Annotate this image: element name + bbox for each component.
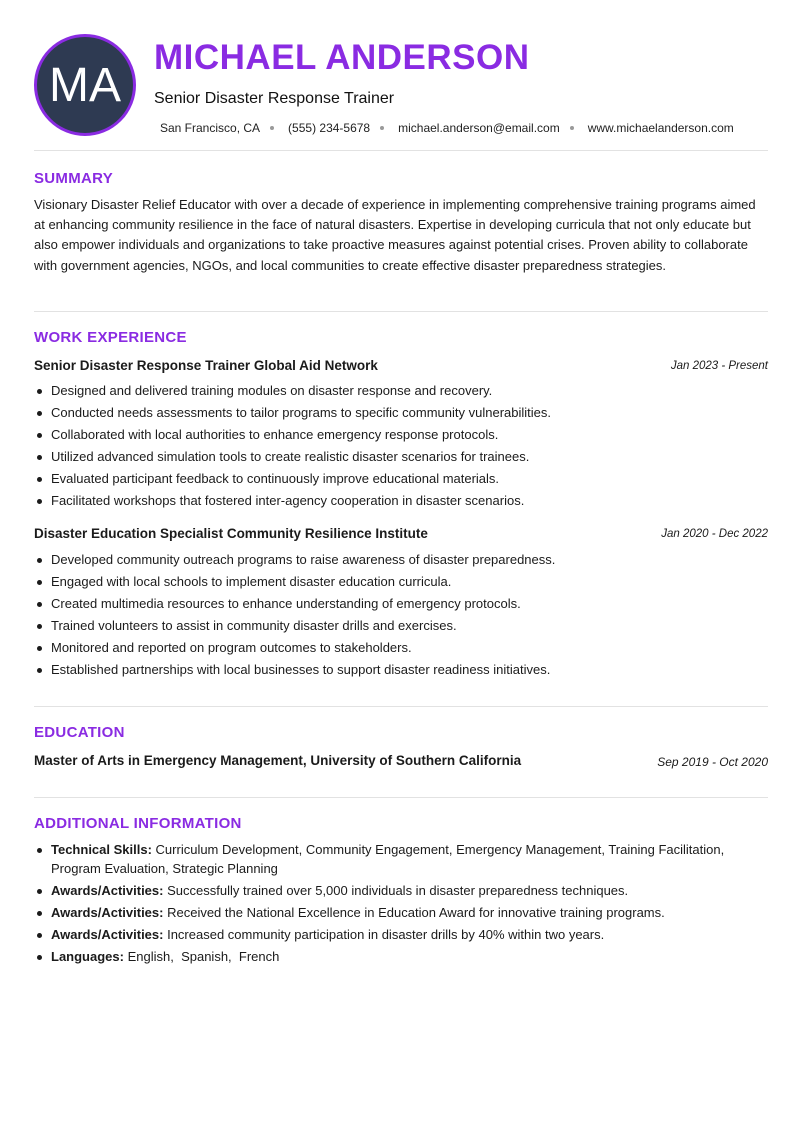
list-item xyxy=(34,926,768,945)
list-item: Conducted needs assessments to tailor programs to specific community vulnerabilities. xyxy=(34,402,768,424)
resume-header xyxy=(34,34,768,150)
contact-line xyxy=(160,121,734,135)
divider xyxy=(34,797,768,798)
list-item: Trained volunteers to assist in community disaster drills and exercises. xyxy=(34,615,768,637)
list-item xyxy=(34,882,768,901)
item-label: Awards/Activities: xyxy=(51,926,164,942)
education-degree: Master of Arts in Emergency Management, University of Southern California xyxy=(34,753,522,768)
additional-information-heading: ADDITIONAL INFORMATION xyxy=(34,815,242,832)
work-experience-heading: WORK EXPERIENCE xyxy=(34,329,187,346)
item-text: Received the National Excellence in Education Award for innovative training programs. xyxy=(167,904,665,920)
list-item: Utilized advanced simulation tools to create realistic disaster scenarios for trainees. xyxy=(34,446,768,468)
item-label: Awards/Activities: xyxy=(51,882,164,898)
separator-dot-icon xyxy=(270,126,274,130)
list-item: Facilitated workshops that fostered inter-agency cooperation in disaster scenarios. xyxy=(34,490,768,512)
education-date: Sep 2019 - Oct 2020 xyxy=(657,755,768,769)
item-label: Technical Skills: xyxy=(51,842,152,857)
list-item: Created multimedia resources to enhance understanding of emergency protocols. xyxy=(34,593,768,615)
candidate-title: Senior Disaster Response Trainer xyxy=(154,90,395,107)
summary-text: Visionary Disaster Relief Educator with over a decade of experience in implementing comprehensive training programs aimed at enhancing community resilience in the face of natural disasters. Expertise in developing curricula that not only educate but also empower individuals and organizations to take proactive measures against potential crises. Proven ability to collaborate with government agencies, NGOs, and local communities to create effective disaster preparedness strategies. xyxy=(34,197,756,273)
job-bullets xyxy=(34,380,768,512)
job-role: Disaster Education Specialist Community Resilience Institute xyxy=(34,526,428,541)
summary-heading: SUMMARY xyxy=(34,170,114,187)
separator-dot-icon xyxy=(570,126,574,130)
item-text: English, Spanish, French xyxy=(127,948,280,964)
divider xyxy=(34,311,768,312)
list-item: Collaborated with local authorities to enhance emergency response protocols. xyxy=(34,424,768,446)
job-bullets xyxy=(34,549,768,681)
contact-location: San Francisco, CA xyxy=(160,121,261,135)
item-label: Awards/Activities: xyxy=(51,904,164,920)
education-heading: EDUCATION xyxy=(34,724,125,741)
list-item: Monitored and reported on program outcomes to stakeholders. xyxy=(34,637,768,659)
list-item: Developed community outreach programs to raise awareness of disaster preparedness. xyxy=(34,549,768,571)
job-date: Jan 2020 - Dec 2022 xyxy=(661,528,768,540)
avatar: MA xyxy=(34,34,136,136)
divider xyxy=(34,706,768,707)
item-text: Curriculum Development, Community Engagement, Emergency Management, Training Facilitation, Program Evaluation, Strategic Planning xyxy=(51,842,725,876)
job-date: Jan 2023 - Present xyxy=(670,360,768,372)
divider xyxy=(34,150,768,151)
item-text: Successfully trained over 5,000 individuals in disaster preparedness techniques. xyxy=(167,882,629,898)
separator-dot-icon xyxy=(380,126,384,130)
list-item: Established partnerships with local businesses to support disaster readiness initiatives. xyxy=(34,659,768,681)
item-label: Languages: xyxy=(51,948,124,964)
candidate-name: MICHAEL ANDERSON xyxy=(154,38,530,77)
contact-phone[interactable]: (555) 234-5678 xyxy=(288,121,371,135)
list-item xyxy=(34,948,768,967)
list-item xyxy=(34,904,768,923)
contact-website[interactable]: www.michaelanderson.com xyxy=(587,121,734,135)
list-item: Designed and delivered training modules on disaster response and recovery. xyxy=(34,380,768,402)
education-entry xyxy=(34,753,768,775)
additional-info-list xyxy=(34,841,768,970)
job-role: Senior Disaster Response Trainer Global Aid Network xyxy=(34,358,378,373)
job-header xyxy=(34,358,768,378)
list-item: Evaluated participant feedback to continuously improve educational materials. xyxy=(34,468,768,490)
contact-email[interactable]: michael.anderson@email.com xyxy=(398,121,560,135)
list-item xyxy=(34,841,768,878)
item-text: Increased community participation in disaster drills by 40% within two years. xyxy=(167,926,605,942)
list-item: Engaged with local schools to implement disaster education curricula. xyxy=(34,571,768,593)
job-header xyxy=(34,526,768,546)
